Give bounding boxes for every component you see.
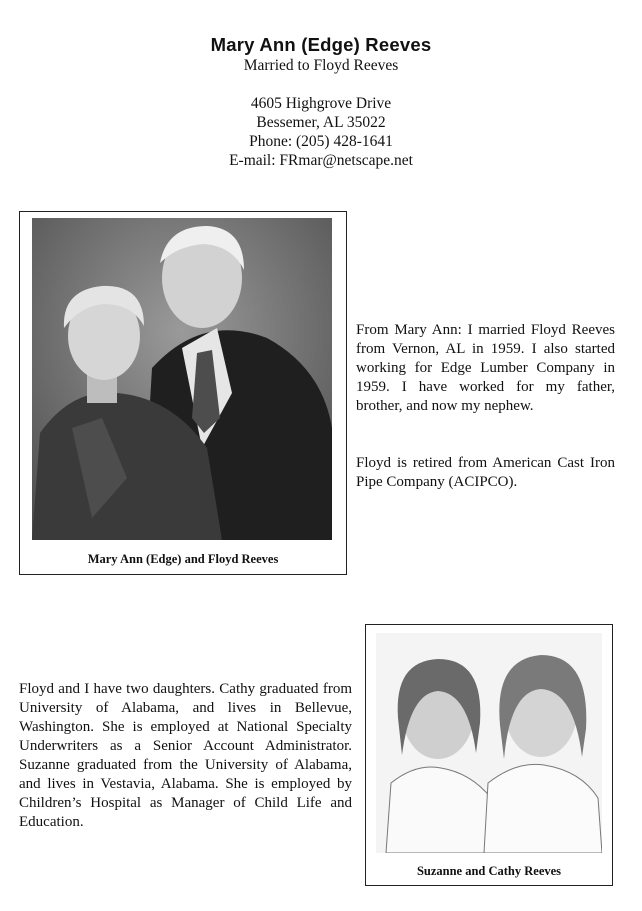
daughters-photo-caption: Suzanne and Cathy Reeves <box>416 864 562 878</box>
paragraph-marriage: From Mary Ann: I married Floyd Reeves from Vernon, AL in 1959. I also started working for Edge Lumber Company in 1959. I have worked for my father, brother, and now my nephew. <box>356 322 615 414</box>
phone-number: Phone: (205) 428-1641 <box>249 133 393 150</box>
couple-photo-caption: Mary Ann (Edge) and Floyd Reeves <box>87 552 279 566</box>
married-to-line: Married to Floyd Reeves <box>243 57 399 74</box>
daughters-photo <box>376 633 602 853</box>
email-address: E-mail: FRmar@netscape.net <box>229 152 413 169</box>
address-city: Bessemer, AL 35022 <box>256 114 386 131</box>
couple-photo-frame <box>19 211 347 575</box>
page-title: Mary Ann (Edge) Reeves <box>210 34 432 55</box>
paragraph-retired: Floyd is retired from American Cast Iron Pipe Company (ACIPCO). <box>356 455 615 490</box>
daughters-photo-frame <box>365 624 613 886</box>
contact-block <box>0 94 642 170</box>
address-street: 4605 Highgrove Drive <box>250 95 392 112</box>
couple-photo <box>32 218 332 540</box>
couple-photo-illustration <box>32 218 332 540</box>
paragraph-daughters: Floyd and I have two daughters. Cathy graduated from University of Alabama, and lives in Bellevue, Washington. She is employed at National Specialty Underwriters as a Senior Account Administrator. Suzanne graduated from the University of Alabama, and lives in Vestavia, Alabama. She is employed by Children’s Hospital as Manager of Child Life and Education. <box>19 681 352 830</box>
daughters-photo-illustration <box>376 633 602 853</box>
